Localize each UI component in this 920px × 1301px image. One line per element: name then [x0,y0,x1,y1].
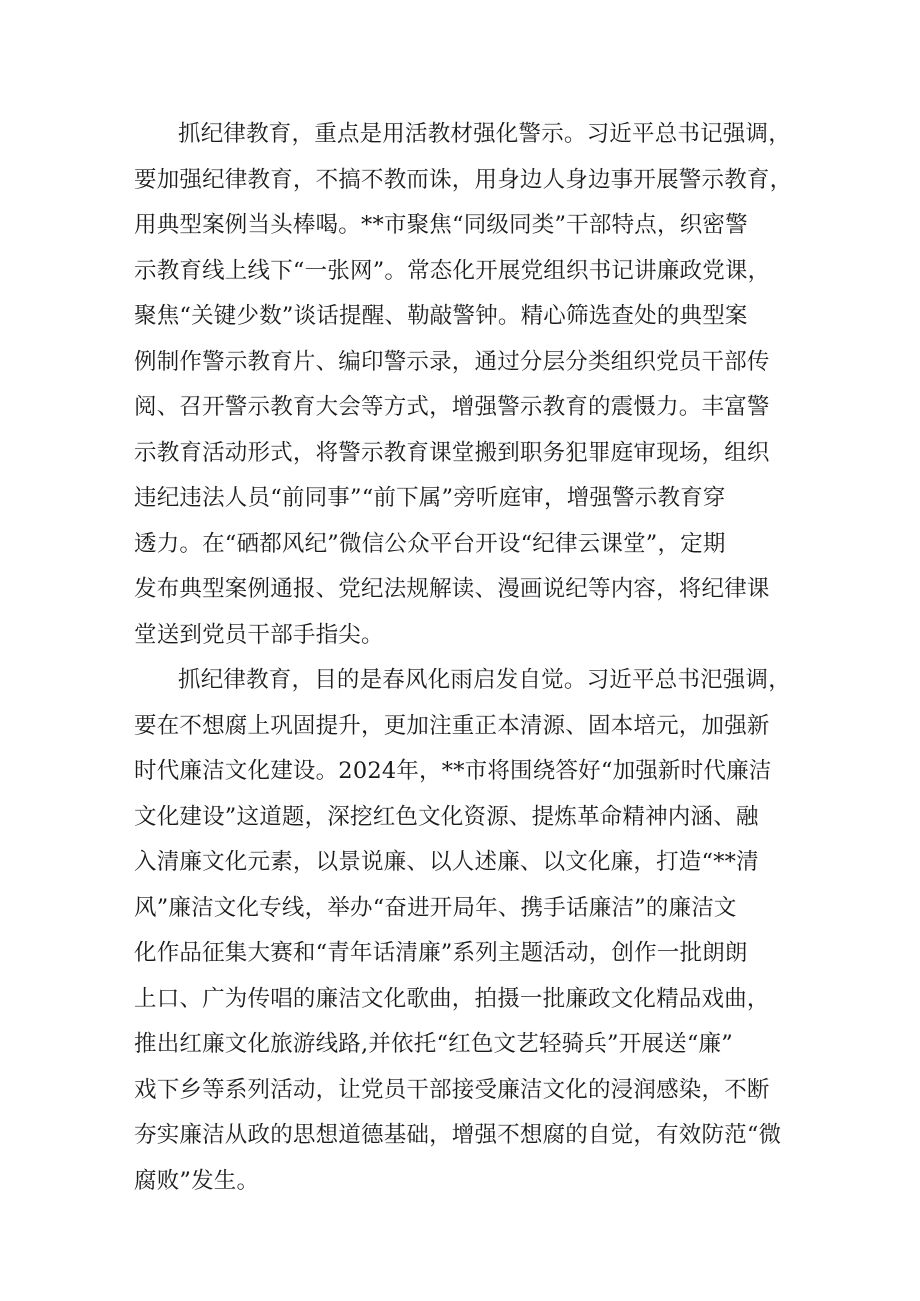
text-line: 例制作警示教育片、编印警示录，通过分层分类组织党员干部传 [134,348,770,375]
text-line: 文化建设”这道题，深挖红色文化资源、提炼革命精神内涵、融 [134,803,759,830]
paragraph-discipline-warning [134,112,798,658]
text-line: 堂送到党员干部手指尖。 [134,621,384,648]
document-body [134,112,798,1204]
text-line: 戏下乡等系列活动，让党员干部接受廉洁文化的浸润感染，不断 [134,1076,770,1103]
text-line: 抓纪律教育，重点是用活教材强化警示。习近平总书记强调， [178,121,791,147]
text-line: 时代廉洁文化建设。2024年，**市将围绕答好“加强新时代廉洁 [134,758,772,784]
text-line: 上口、广为传唱的廉洁文化歌曲，拍摄一批廉政文化精品戏曲， [134,985,770,1012]
text-line: 夯实廉洁从政的思想道德基础，增强不想腐的自觉，有效防范“微 [134,1122,782,1148]
paragraph-integrity-culture [134,658,798,1204]
text-line: 化作品征集大赛和“青年话清廉”系列主题活动，创作一批朗朗 [134,940,748,966]
text-line: 用典型案例当头棒喝。**市聚焦“同级同类”干部特点，织密警 [134,212,748,238]
text-line: 风”廉洁文化专线，举办“奋进开局年、携手话廉洁”的廉洁文 [134,894,737,921]
text-line: 推出红廉文化旅游线路,并依托“红色文艺轻骑兵”开展送“廉” [134,1031,733,1057]
text-line: 要加强纪律教育，不搞不教而诛，用身边人身边事开展警示教育， [134,166,793,193]
text-line: 抓纪律教育，目的是春风化雨启发自觉。习近平总书汜强调， [178,667,791,693]
text-line: 示教育线上线下“一张网”。常态化开展党组织书记讲廉政党课， [134,257,771,284]
text-line: 腐败”发生。 [134,1167,260,1194]
text-line: 透力。在“硒都风纪”微信公众平台开设“纪律云课堂”，定期 [134,530,726,557]
text-line: 违纪违法人员“前同事”“前下属”旁听庭审，增强警示教育穿 [134,485,726,511]
text-line: 入清廉文化元素，以景说廉、以人述廉、以文化廉，打造“**清 [134,849,759,875]
text-line: 要在不想腐上巩固提升，更加注重正本清源、固本培元，加强新 [134,712,770,739]
text-line: 聚焦“关键少数”谈话提醒、勒敲警钟。精心筛选查处的典型案 [134,303,748,329]
text-line: 发布典型案例通报、党纪法规解读、漫画说纪等内容，将纪律课 [134,576,770,602]
text-line: 阅、召开警示教育大会等方式，增强警示教育的震慑力。丰富警 [134,394,770,420]
text-line: 示教育活动形式，将警示教育课堂搬到职务犯罪庭审现场，组织 [134,439,770,466]
